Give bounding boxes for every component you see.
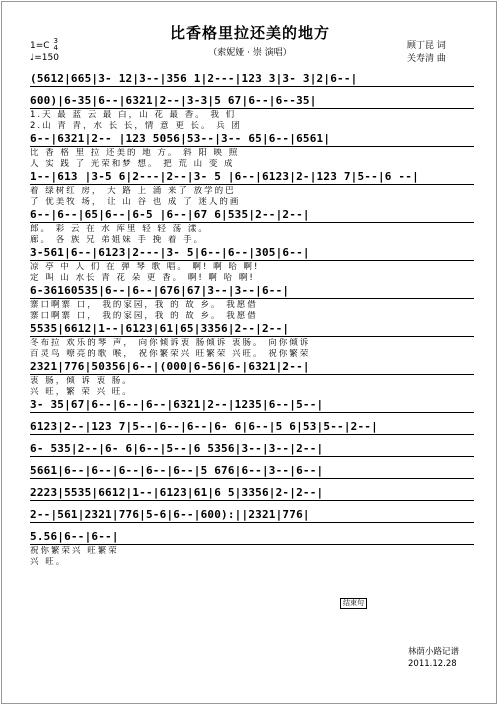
lyric-line: 2.山 青 青，水 长 长，情 意 更 长。 兵 团 bbox=[30, 121, 242, 131]
notation-line: 2--|561|2321|776|5-6|6--|600):||2321|776| bbox=[30, 508, 474, 523]
lyric-line: 祝你繁荣兴 旺繁荣 bbox=[30, 546, 119, 556]
lyric-line: 衷 肠，倾 诉 衷 肠。 bbox=[30, 376, 133, 386]
lyric-line: 兴 旺。 bbox=[30, 557, 67, 567]
time-signature: 3 4 bbox=[53, 37, 58, 52]
credits bbox=[407, 40, 446, 66]
lyric-line: 比 香 格 里 拉 还美的 地 方。 斜 阳 映 照 bbox=[30, 148, 240, 158]
transcribe-date: 2011.12.28 bbox=[408, 659, 457, 669]
lyric-line: 兴 旺，繁 荣 兴 旺。 bbox=[30, 387, 133, 397]
lyric-line: 定 叫 山 水长 青 花 朵 更 香。 啊! 啊 哈 啊! bbox=[30, 273, 255, 283]
lyric-line: 冬布拉 欢乐的琴 声， 向你倾诉衷 肠倾诉 衷肠。 向你倾诉 bbox=[30, 338, 311, 348]
lyric-line: 凉 亭 中 人 们 在 弹 琴 歌 唱。 啊! 啊 哈 啊! bbox=[30, 262, 260, 272]
notation-line: 5535|6612|1--|6123|61|65|3356|2--|2--| bbox=[30, 322, 474, 337]
lyric-line: 寨口啊寨 口， 我的家园，我 的 故 乡。 我愿借 bbox=[30, 300, 258, 310]
notation-line: 2223|5535|6612|1--|6123|61|6 5|3356|2-|2--| bbox=[30, 486, 474, 501]
notation-line: 5661|6--|6--|6--|6--|6--|5 676|6--|3--|6--| bbox=[30, 464, 474, 479]
lyric-line: 1.天 最 蓝 云 最 白，山 花 最 香。 我 们 bbox=[30, 110, 237, 120]
song-title: 比香格里拉还美的地方 bbox=[169, 24, 330, 42]
composer: 关寿清 曲 bbox=[407, 54, 446, 64]
song-subtitle: （索妮娅 · 崇 演唱） bbox=[208, 48, 292, 58]
notation-line: 6123|2--|123 7|5--|6--|6--|6- 6|6--|5 6|53|5--|2--| bbox=[30, 420, 474, 435]
lyric-line: 廊。 各 族 兄 弟姐妹 手 挽 着 手。 bbox=[30, 235, 205, 245]
transcriber: 林荫小路记谱 bbox=[408, 647, 460, 657]
notation-line: 3- 35|67|6--|6--|6--|6321|2--|1235|6--|5--| bbox=[30, 398, 474, 413]
tempo: ♩=150 bbox=[30, 53, 59, 63]
notation-line: 6- 535|2--|6- 6|6--|5--|6 5356|3--|3--|2--| bbox=[30, 442, 474, 457]
notation-line: 6--|6--|65|6--|6-5 |6--|67 6|535|2--|2--| bbox=[30, 208, 474, 223]
notation-line: 6--|6321|2-- |123 5056|53--|3-- 65|6--|6561| bbox=[30, 132, 474, 147]
notation-line: 3-561|6--|6123|2---|3- 5|6--|6--|305|6--| bbox=[30, 246, 474, 261]
notation-line: 1--|613 |3-5 6|2---|2--|3- 5 |6--|6123|2-|123 7|5--|6 --| bbox=[30, 170, 474, 185]
lyricist: 顾丁昆 词 bbox=[407, 41, 446, 51]
end-mark: 结束句 bbox=[340, 598, 367, 609]
score-meta bbox=[30, 38, 59, 64]
notation-line: 600)|6-35|6--|6321|2--|3-3|5 67|6--|6--35| bbox=[30, 94, 474, 109]
notation-line: 6-36160535|6--|6--|676|67|3--|3--|6--| bbox=[30, 284, 474, 299]
notation-line: 5.56|6--|6--| bbox=[30, 530, 474, 545]
lyric-line: 寨口啊寨 口， 我的家园，我 的 故 乡。 我愿借 bbox=[30, 311, 258, 321]
lyric-line: 百灵鸟 嘹亮的歌 喉， 祝你繁荣兴 旺繁荣 兴旺。 祝你繁荣 bbox=[30, 349, 311, 359]
key-signature: 1=C bbox=[30, 40, 50, 51]
footer bbox=[408, 646, 459, 670]
lyric-line: 人 实 践 了 光荣和梦 想。 把 荒 山 变 成 bbox=[30, 159, 235, 169]
notation-line: 2321|776|50356|6--|(000|6-56|6-|6321|2--| bbox=[30, 360, 474, 375]
lyric-line: 郎。 彩 云 在 水 库里 轻 轻 荡 漾。 bbox=[30, 224, 209, 234]
lyric-line: 了 优美牧 场， 让 山 谷 也 成 了 迷人的画 bbox=[30, 197, 241, 207]
lyric-line: 着 绿树红 房， 大 路 上 涌 来了 放学的巴 bbox=[30, 186, 236, 196]
notation-line: (5612|665|3- 12|3--|356 1|2---|123 3|3- 3|2|6--| bbox=[30, 72, 474, 87]
